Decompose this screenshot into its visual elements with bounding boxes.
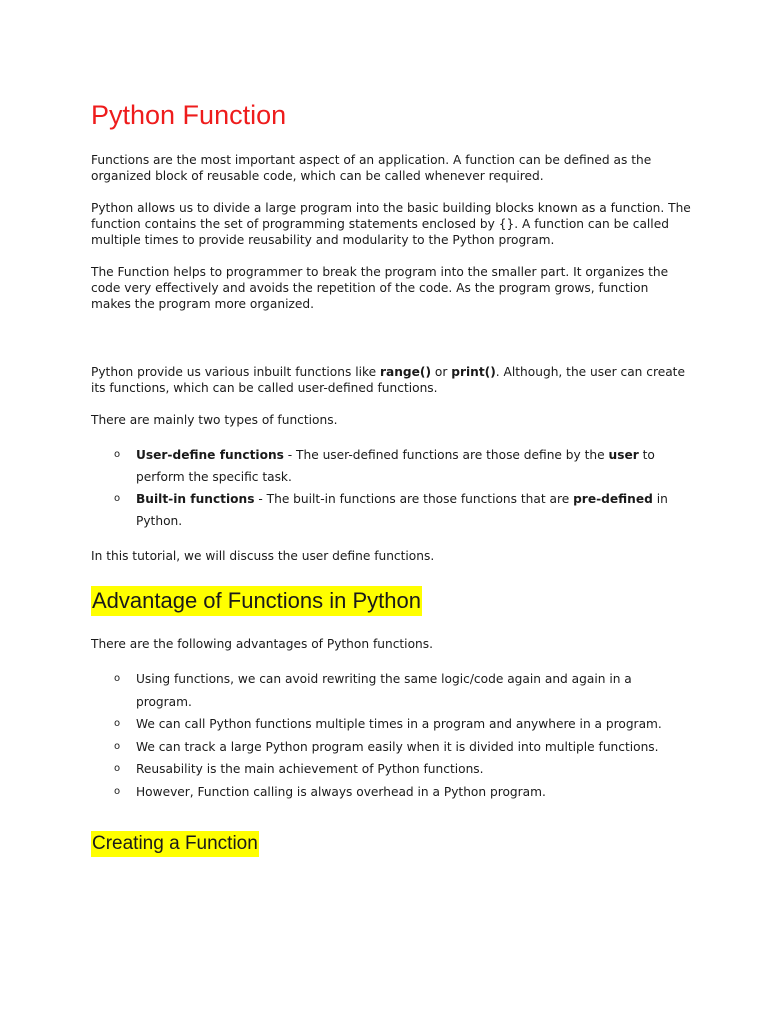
list-item-built-in <box>91 488 691 532</box>
print-keyword: print() <box>451 365 496 379</box>
list-item-text: We can track a large Python program easily when it is divided into multiple functions. <box>136 739 659 754</box>
creating-heading-wrap <box>91 819 691 857</box>
function-types-list <box>91 444 691 532</box>
bullet-marker: o <box>114 785 121 797</box>
list-item-bold: user <box>608 448 639 462</box>
advantages-intro: There are the following advantages of Python functions. <box>91 637 433 651</box>
intro-paragraph-3: The Function helps to programmer to break the program into the smaller part. It organizes the code very effectively and avoids the repetition of the code. As the program grows, function makes the program more organized. <box>91 265 669 311</box>
list-item-text: However, Function calling is always overhead in a Python program. <box>136 784 546 799</box>
list-item <box>91 781 691 804</box>
inbuilt-post-text: . Although, the user can create its functions, which can be called user-defined functions. <box>91 365 685 395</box>
advantages-heading: Advantage of Functions in Python <box>91 586 422 616</box>
document-content <box>91 98 691 857</box>
list-item-tail: in Python. <box>136 492 668 528</box>
types-intro: There are mainly two types of functions. <box>91 413 338 427</box>
page-title: Python Function <box>91 100 287 130</box>
list-item-text: Reusability is the main achievement of Python functions. <box>136 762 484 776</box>
list-item-tail: to perform the specific task. <box>136 448 655 484</box>
bullet-marker: o <box>114 493 121 504</box>
bullet-marker: o <box>114 449 121 460</box>
list-item-text: - The built-in functions are those functions that are <box>254 492 574 506</box>
list-item-bold: pre-defined <box>573 492 653 506</box>
tutorial-note: In this tutorial, we will discuss the user define functions. <box>91 549 435 563</box>
bullet-marker: o <box>114 763 121 774</box>
intro-paragraph-1: Functions are the most important aspect of an application. A function can be defined as the organized block of reusable code, which can be called whenever required. <box>91 153 652 183</box>
advantages-heading-wrap <box>91 580 691 636</box>
list-item-text: We can call Python functions multiple times in a program and anywhere in a program. <box>136 717 662 731</box>
list-item <box>91 713 691 736</box>
range-keyword: range() <box>379 365 432 379</box>
inbuilt-pre-text: Python provide us various inbuilt functions like <box>91 365 380 379</box>
inbuilt-or-text: or <box>431 365 452 379</box>
bullet-marker: o <box>114 718 121 729</box>
list-item-term: Built-in functions <box>136 492 255 506</box>
inbuilt-functions-paragraph <box>91 364 691 396</box>
list-item <box>91 758 691 781</box>
list-item <box>91 736 691 759</box>
bullet-marker: o <box>114 740 121 752</box>
list-item-term: User-define functions <box>136 448 284 462</box>
list-item-text: Using functions, we can avoid rewriting the same logic/code again and again in a program. <box>136 672 632 709</box>
list-item-text: - The user-defined functions are those define by the <box>283 448 609 462</box>
advantages-list <box>91 668 691 803</box>
bullet-marker: o <box>114 673 121 684</box>
creating-function-heading: Creating a Function <box>91 831 259 857</box>
list-item <box>91 668 691 713</box>
intro-paragraph-2: Python allows us to divide a large program into the basic building blocks known as a function. The function contains the set of programming statements enclosed by {}. A function can be called multiple times to provide reusability and modularity to the Python program. <box>91 201 691 247</box>
list-item-user-define <box>91 444 691 488</box>
